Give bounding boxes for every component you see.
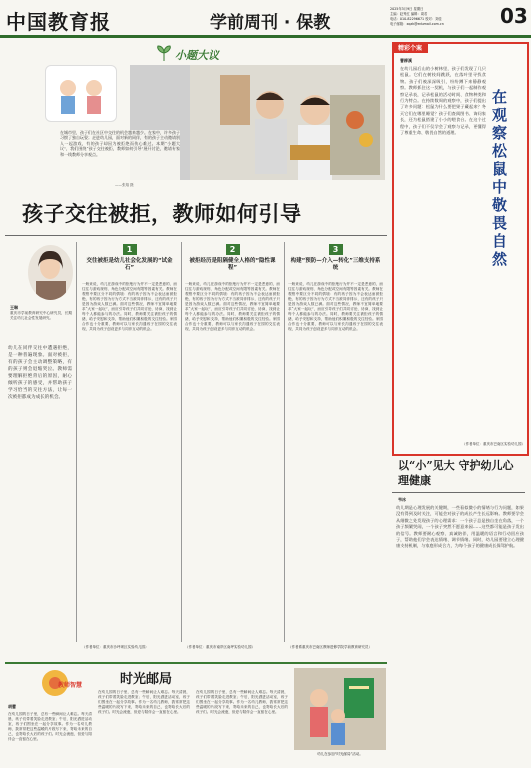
headline-rule bbox=[5, 235, 387, 236]
featured-case-box bbox=[392, 42, 529, 456]
cartoon-children-icon bbox=[46, 66, 116, 121]
subsection-2 bbox=[185, 244, 280, 272]
meta-line: 电子邮箱：xqzk@edumail.com.cn bbox=[390, 22, 444, 26]
body-column-1: 一般来说，幼儿在游戏中的拒绝行为并不一定是恶意的，而往往与游戏规则、角色分配或空间有限等因素有关。教师在观察中要区分不同的情境：有的孩子因为不会表达而被拒绝，有的孩子因为行为方式不当被同伴排斥，还有的孩子只是因为游戏人数已满。面对这些情况，教师不宜简单地要求“大家一起玩”，而应引导孩子们共同讨论、协商，找到让每个人都能参与的办法。同时，教师要关注被拒孩子的情绪，给予安慰和支持，帮助他们积累积极的交往经验。家园合作也十分重要，教师可以与家长沟通孩子在园的交往表现，共同为孩子创设更多与同伴互动的机会。 bbox=[82, 282, 177, 331]
left-column-text: 幼儿在同伴交往中遭遇拒绝，是一种普遍现象。面对被拒，有的孩子会主动调整策略，有的孩子则会退缩哭泣。教师需要理解拒绝背后的原因，耐心倾听孩子的感受，并帮助孩子学习恰当的交往方法，让每一次被拒都成为成长的机会。 bbox=[8, 346, 72, 400]
bottom-text-1: 在幼儿园的日子里，总有一些瞬间让人难忘。每天清晨，孩子们带着笑脸走进教室；午后，阳光洒进活动室，孩子们围坐在一起分享故事。作为一名幼儿教师，我常常把这些温暖的片段写下来，寄给未来的自己，也寄给长大后的孩子们。时光会流逝，但爱与陪伴会一直留在心里。 bbox=[8, 712, 92, 741]
column-divider bbox=[284, 242, 285, 642]
featured-tag: 精彩个案 bbox=[392, 42, 428, 53]
footer-note: （作者单位：重庆市沙坪坝区实验幼儿园） bbox=[82, 645, 149, 649]
bottom-text-2: 在幼儿园的日子里，总有一些瞬间让人难忘。每天清晨，孩子们带着笑脸走进教室；午后，阳光洒进活动室，孩子们围坐在一起分享故事。作为一名幼儿教师，我常常把这些温暖的片段写下来，寄给未来的自己，也寄给长大后的孩子们。时光会流逝，但爱与陪伴会一直留在心里。 bbox=[98, 690, 190, 714]
sprout-icon bbox=[155, 45, 173, 65]
teacher-wisdom-badge bbox=[40, 668, 90, 698]
masthead bbox=[0, 0, 531, 40]
subsection-title: 被拒经历是阻隔健全人格的“隐性课程” bbox=[189, 258, 276, 271]
subsection-title: 构建“预防—介入—转化”三维支持系统 bbox=[290, 258, 381, 271]
subsection-number: 2 bbox=[226, 244, 240, 255]
page-number: 03 bbox=[500, 4, 528, 28]
subsection-1 bbox=[82, 244, 177, 272]
bottom-rule bbox=[5, 662, 387, 664]
subsection-3 bbox=[288, 244, 383, 272]
page-meta bbox=[390, 7, 470, 27]
newspaper-logo: 中国教育报 bbox=[6, 10, 111, 34]
photo-caption: 幼儿在参加“时光邮局”活动。 bbox=[317, 752, 363, 756]
masthead-rule bbox=[0, 35, 531, 38]
featured-text: 在幼儿园后山的小树林里，孩子们发现了几只松鼠。它们在树枝间跳跃，在落叶里寻找食物。孩子们被深深吸引，纷纷蹲下来静静观察。教师抓住这一契机，与孩子们一起制作观察记录表，记录松鼠的活动时间、食物种类和行为特点。在持续数周的观察中，孩子们提出了许多问题：松鼠为什么要把果子藏起来？冬天它们在哪里睡觉？孩子们查阅图书、询问家长，还为松鼠搭建了小小的喂食台。在这个过程中，孩子们不仅学会了观察与记录，更懂得了尊重生命、敬畏自然的道理。 bbox=[400, 66, 486, 136]
subsection-number: 3 bbox=[329, 244, 343, 255]
body-column-2: 一般来说，幼儿在游戏中的拒绝行为并不一定是恶意的，而往往与游戏规则、角色分配或空间有限等因素有关。教师在观察中要区分不同的情境：有的孩子因为不会表达而被拒绝，有的孩子因为行为方式不当被同伴排斥，还有的孩子只是因为游戏人数已满。面对这些情况，教师不宜简单地要求“大家一起玩”，而应引导孩子们共同讨论、协商，找到让每个人都能参与的办法。同时，教师要关注被拒孩子的情绪，给予安慰和支持，帮助他们积累积极的交往经验。家园合作也十分重要，教师可以与家长沟通孩子在园的交往表现，共同为孩子创设更多与同伴互动的机会。 bbox=[185, 282, 280, 331]
side-text: 幼儿期是心理发展的关键期，一些看似微小的情绪与行为问题，如果没有得到及时关注，可能会对孩子的成长产生长远影响。教师要学会从细微之处发现孩子的心理需求：一个孩子总是独自坐在角落，一个孩子频繁哭闹，一个孩子突然不愿意来园……这些都可能是孩子发出的信号。教师要耐心观察、真诚陪伴，用温暖的语言和行动回应孩子，帮助他们学会表达情绪、调节情绪。同时，幼儿园要建立心理健康支持机制，与家庭形成合力，为每个孩子的健康成长保驾护航。 bbox=[396, 505, 524, 549]
side-rule bbox=[392, 492, 525, 493]
side-headline: 以“小”见大 守护幼儿心理健康 bbox=[398, 459, 514, 487]
side-author: 韦冰 bbox=[398, 497, 406, 502]
bottom-author: 胡蕾 bbox=[8, 704, 16, 709]
meta-line: 主编：赵秀红 编辑：周若 bbox=[390, 12, 428, 16]
expert-avatar bbox=[28, 245, 73, 300]
bottom-logo: 时光邮局 bbox=[120, 672, 173, 687]
meta-line: 2025年3月9日 星期日 bbox=[390, 7, 424, 11]
main-headline: 孩子交往被拒，教师如何引导 bbox=[22, 201, 302, 226]
footer-note: （作者系重庆市巴南区教师进修学院学前教育研究员） bbox=[288, 645, 372, 649]
subsection-title: 交往被拒是幼儿社会化发展的“试金石” bbox=[86, 258, 173, 271]
body-column-3: 一般来说，幼儿在游戏中的拒绝行为并不一定是恶意的，而往往与游戏规则、角色分配或空间有限等因素有关。教师在观察中要区分不同的情境：有的孩子因为不会表达而被拒绝，有的孩子因为行为方式不当被同伴排斥，还有的孩子只是因为游戏人数已满。面对这些情况，教师不宜简单地要求“大家一起玩”，而应引导孩子们共同讨论、协商，找到让每个人都能参与的办法。同时，教师要关注被拒孩子的情绪，给予安慰和支持，帮助他们积累积极的交往经验。家园合作也十分重要，教师可以与家长沟通孩子在园的交往表现，共同为孩子创设更多与同伴互动的机会。 bbox=[288, 282, 383, 331]
top-intro-text: 在城市里，孩子们在社区中交往的机会越来越少。在家中，许多孩子习惯了独自玩耍；走进幼儿园，面对新的同伴，有的孩子主动邀请别人一起游戏，有的孩子却因为被拒绝而伤心难过。本期“小题大议”，我们围绕“孩子交往被拒，教师如何引导”展开讨论，邀请专家和一线教师分享观点。 bbox=[60, 130, 180, 190]
mailbox-activity-image bbox=[294, 668, 386, 750]
featured-author: 曹柳溪 bbox=[400, 58, 412, 63]
expert-name: 王琳 bbox=[10, 305, 18, 310]
bottom-photo bbox=[294, 668, 386, 750]
footer-note: （作者单位：重庆市南岸区南坪实验幼儿园） bbox=[185, 645, 255, 649]
meta-line: 电话：010-82296671 校对：刘佳 bbox=[390, 17, 442, 21]
column-logo-text: 小题大议 bbox=[175, 49, 219, 62]
featured-source: （作者单位：重庆市巴南区实验幼儿园） bbox=[462, 442, 525, 446]
section-title: 学前周刊 · 保教 bbox=[210, 13, 331, 33]
featured-title: 在观察松鼠中敬畏自然 bbox=[492, 88, 508, 268]
subsection-number: 1 bbox=[123, 244, 137, 255]
photo-credit: ——张翔 摄 bbox=[115, 183, 134, 187]
decorative-illustration bbox=[45, 65, 117, 122]
teacher-wisdom-label: 教师智慧 bbox=[58, 682, 83, 689]
column-logo bbox=[155, 45, 245, 65]
bottom-text-3: 在幼儿园的日子里，总有一些瞬间让人难忘。每天清晨，孩子们带着笑脸走进教室；午后，阳光洒进活动室，孩子们围坐在一起分享故事。作为一名幼儿教师，我常常把这些温暖的片段写下来，寄给未来的自己，也寄给长大后的孩子们。时光会流逝，但爱与陪伴会一直留在心里。 bbox=[196, 690, 288, 714]
column-divider bbox=[76, 242, 77, 642]
expert-bio: 重庆市学前教育研究中心研究员，长期关注幼儿社会性发展研究。 bbox=[10, 311, 72, 320]
column-divider bbox=[181, 242, 182, 642]
